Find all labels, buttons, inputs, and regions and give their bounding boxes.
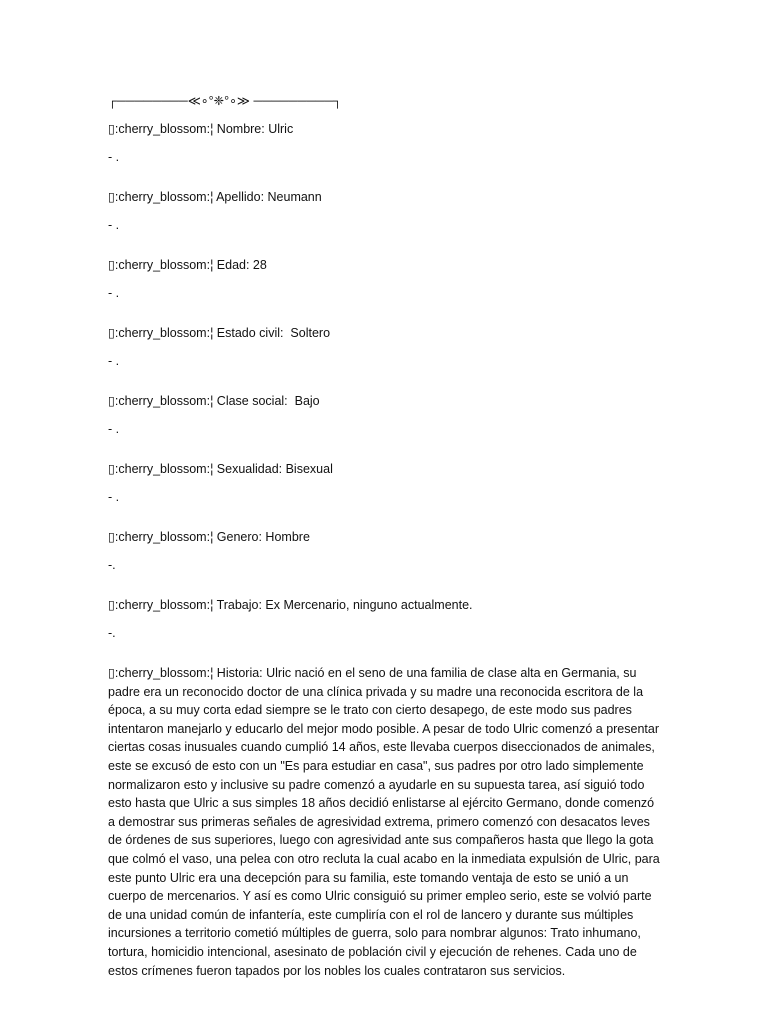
field-text: Trabajo: Ex Mercenario, ninguno actualmente. <box>216 598 473 612</box>
field-separator: - . <box>108 490 120 504</box>
field-estado-civil <box>108 324 660 342</box>
field-text: Genero: Hombre <box>216 530 310 544</box>
field-separator: -. <box>108 558 116 572</box>
missing-glyph-icon: ▯ <box>108 666 115 680</box>
field-prefix: :cherry_blossom:¦ <box>114 598 217 612</box>
field-prefix: :cherry_blossom:¦ <box>114 530 217 544</box>
field-prefix: :cherry_blossom:¦ <box>114 190 217 204</box>
field-separator: -. <box>108 626 116 640</box>
missing-glyph-icon: ▯ <box>108 122 115 136</box>
history-text: Historia: Ulric nació en el seno de una familia de clase alta en Germania, su padre era un reconocido doctor de una clínica privada y su madre una reconocida escritora de la época, a su muy corta edad siempre se le trato con cierto desapego, de este modo sus padres intentaron manejarlo y educarlo del mejor modo posible. A pesar de todo Ulric comenzó a presentar ciertas cosas inusuales cuando cumplió 14 años, este llevaba cuerpos diseccionados de animales, este se excusó de esto con un "Es para estudiar en casa", sus padres por otro lado simplemente normalizaron esto y inclusive su padre comenzó a ayudarle en su supuesta tarea, así siguió todo esto hasta que Ulric a sus simples 18 años decidió enlistarse al ejército Germano, donde comenzó a demostrar sus primeras señales de agresividad extrema, primero comenzó con desacatos leves de órdenes de sus superiores, luego con agresividad ante sus compañeros hasta que llego la gota que colmó el vaso, una pelea con otro recluta la cual acabo en la inmediata expulsión de Ulric, para este punto Ulric era una decepción para su familia, este tomando ventaja de esto se unió a un cuerpo de mercenarios. Y así es como Ulric consiguió su primer empleo serio, este se volvió parte de una unidad común de infantería, este cumpliría con el rol de lancero y durante sus múltiples incursiones a territorio cometió múltiples de guerra, solo para nombrar algunos: Trato inhumano, tortura, homicidio intencional, asesinato de población civil y ejecución de rehenes. Cada uno de estos crímenes fueron tapados por los nobles los cuales contrataron sus servicios. <box>108 666 660 978</box>
field-separator: - . <box>108 150 120 164</box>
field-edad <box>108 256 660 274</box>
field-nombre <box>108 120 660 138</box>
field-text: Nombre: Ulric <box>216 122 294 136</box>
field-text: Sexualidad: Bisexual <box>216 462 333 476</box>
field-sexualidad <box>108 460 660 478</box>
missing-glyph-icon: ▯ <box>108 394 115 408</box>
field-prefix: :cherry_blossom:¦ <box>114 666 217 680</box>
field-prefix: :cherry_blossom:¦ <box>114 394 217 408</box>
field-apellido <box>108 188 660 206</box>
field-prefix: :cherry_blossom:¦ <box>114 258 217 272</box>
missing-glyph-icon: ▯ <box>108 190 115 204</box>
field-text: Clase social: Bajo <box>216 394 320 408</box>
field-prefix: :cherry_blossom:¦ <box>114 326 217 340</box>
field-prefix: :cherry_blossom:¦ <box>114 122 217 136</box>
field-text: Edad: 28 <box>216 258 267 272</box>
field-text: Apellido: Neumann <box>216 190 322 204</box>
field-separator: - . <box>108 218 120 232</box>
missing-glyph-icon: ▯ <box>108 530 115 544</box>
field-separator: - . <box>108 286 120 300</box>
field-separator: - . <box>108 422 120 436</box>
decorative-header: ┌────────≪∘°❈°∘≫ ─────────┐ <box>108 94 343 108</box>
field-separator: - . <box>108 354 120 368</box>
field-genero <box>108 528 660 546</box>
field-trabajo <box>108 596 660 614</box>
missing-glyph-icon: ▯ <box>108 462 115 476</box>
missing-glyph-icon: ▯ <box>108 326 115 340</box>
field-historia <box>108 664 660 980</box>
missing-glyph-icon: ▯ <box>108 258 115 272</box>
field-clase-social <box>108 392 660 410</box>
field-text: Estado civil: Soltero <box>216 326 331 340</box>
field-prefix: :cherry_blossom:¦ <box>114 462 217 476</box>
missing-glyph-icon: ▯ <box>108 598 115 612</box>
